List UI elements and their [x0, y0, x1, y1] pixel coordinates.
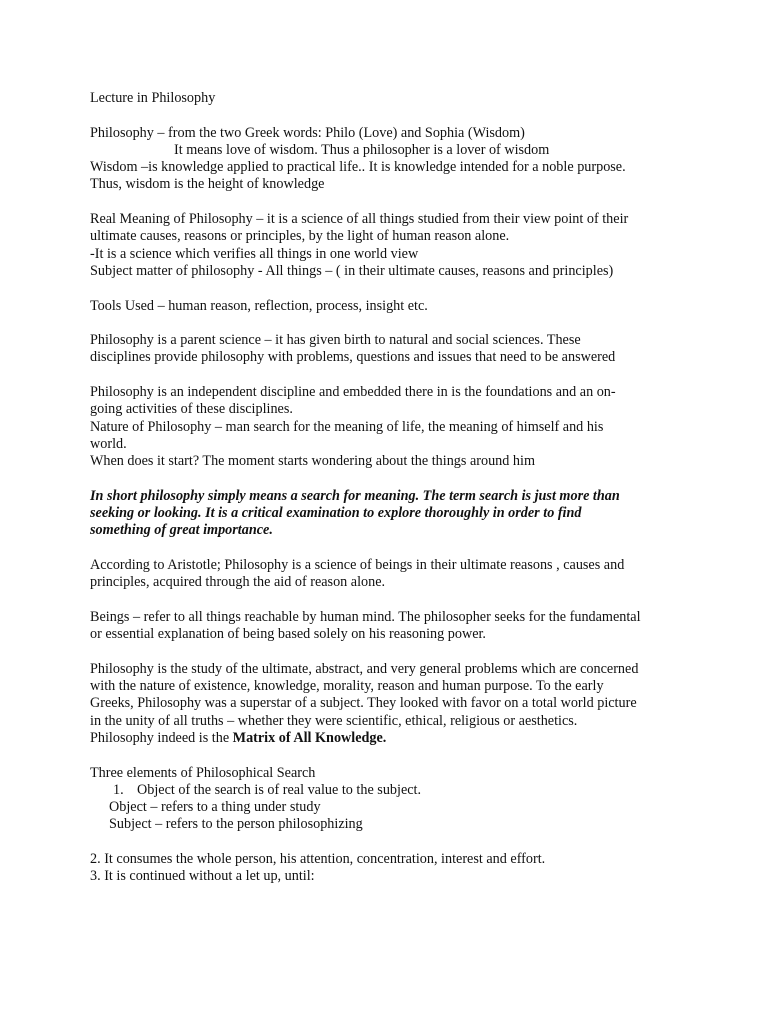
text-line: principles, acquired through the aid of reason alone.: [90, 574, 386, 591]
document-title: [90, 90, 680, 107]
text-line: 2. It consumes the whole person, his attention, concentration, interest and effort.: [90, 851, 546, 868]
paragraph-independent-discipline: [90, 384, 680, 470]
list-number: 1.: [113, 781, 124, 798]
text-line: When does it start? The moment starts wondering about the things around him: [90, 453, 535, 470]
title-text: Lecture in Philosophy: [90, 90, 216, 106]
text-line: In short philosophy simply means a search for meaning. The term search is just more than: [90, 487, 620, 504]
text-line: 3. It is continued without a let up, until:: [90, 868, 315, 885]
text-line: Real Meaning of Philosophy – it is a science of all things studied from their view point of their: [90, 211, 629, 228]
paragraph-numbered-continued: [90, 851, 680, 886]
text-line: Philosophy is the study of the ultimate, abstract, and very general problems which are concerned: [90, 660, 639, 677]
text-line: world.: [90, 435, 127, 452]
text-line: Beings – refer to all things reachable by human mind. The philosopher seeks for the fundamental: [90, 608, 641, 625]
text-line: Philosophy – from the two Greek words: Philo (Love) and Sophia (Wisdom): [90, 124, 525, 141]
paragraph-real-meaning: [90, 211, 680, 280]
text-line: It means love of wisdom. Thus a philosopher is a lover of wisdom: [174, 141, 550, 158]
list-item-text: Object of the search is of real value to the subject.: [137, 781, 422, 798]
paragraph-tools: [90, 298, 680, 315]
paragraph-parent-science: [90, 332, 680, 367]
text-line: with the nature of existence, knowledge, morality, reason and human purpose. To the early: [90, 678, 604, 695]
text-line: Subject matter of philosophy - All things – ( in their ultimate causes, reasons and principles): [90, 262, 614, 279]
section-heading: Three elements of Philosophical Search: [90, 764, 316, 781]
paragraph-in-short: [90, 488, 680, 540]
text-line: disciplines provide philosophy with problems, questions and issues that need to be answered: [90, 349, 616, 366]
sub-item: Subject – refers to the person philosophizing: [109, 816, 363, 833]
text-line: ultimate causes, reasons or principles, by the light of human reason alone.: [90, 228, 510, 245]
text-line: seeking or looking. It is a critical examination to explore thoroughly in order to find: [90, 505, 582, 522]
text-line: Thus, wisdom is the height of knowledge: [90, 176, 325, 193]
text-line: something of great importance.: [90, 522, 273, 539]
paragraph-definition: [90, 125, 680, 194]
paragraph-beings: [90, 609, 680, 644]
text-line: [90, 730, 680, 747]
paragraph-aristotle: [90, 557, 680, 592]
text-line: or essential explanation of being based solely on his reasoning power.: [90, 626, 486, 643]
text-line: Philosophy is a parent science – it has given birth to natural and social sciences. These: [90, 332, 581, 349]
bold-phrase: Matrix of All Knowledge.: [232, 729, 387, 746]
document-body: [90, 90, 680, 903]
paragraph-study-of-ultimate: [90, 661, 680, 747]
text-line: -It is a science which verifies all things in one world view: [90, 245, 419, 262]
text-segment: Philosophy indeed is the: [90, 729, 233, 746]
text-line: According to Aristotle; Philosophy is a science of beings in their ultimate reasons , causes and: [90, 557, 625, 574]
text-line: Tools Used – human reason, reflection, process, insight etc.: [90, 297, 428, 314]
sub-item: Object – refers to a thing under study: [109, 799, 321, 816]
text-line: in the unity of all truths – whether they were scientific, ethical, religious or aesthetics.: [90, 712, 578, 729]
paragraph-three-elements: [90, 765, 680, 834]
text-line: going activities of these disciplines.: [90, 401, 293, 418]
text-line: Wisdom –is knowledge applied to practical life.. It is knowledge intended for a noble purpose.: [90, 159, 626, 176]
text-line: Philosophy is an independent discipline and embedded there in is the foundations and an on-: [90, 384, 616, 401]
list-item: [90, 782, 680, 799]
text-line: Nature of Philosophy – man search for the meaning of life, the meaning of himself and his: [90, 418, 604, 435]
text-line: Greeks, Philosophy was a superstar of a subject. They looked with favor on a total world picture: [90, 695, 637, 712]
